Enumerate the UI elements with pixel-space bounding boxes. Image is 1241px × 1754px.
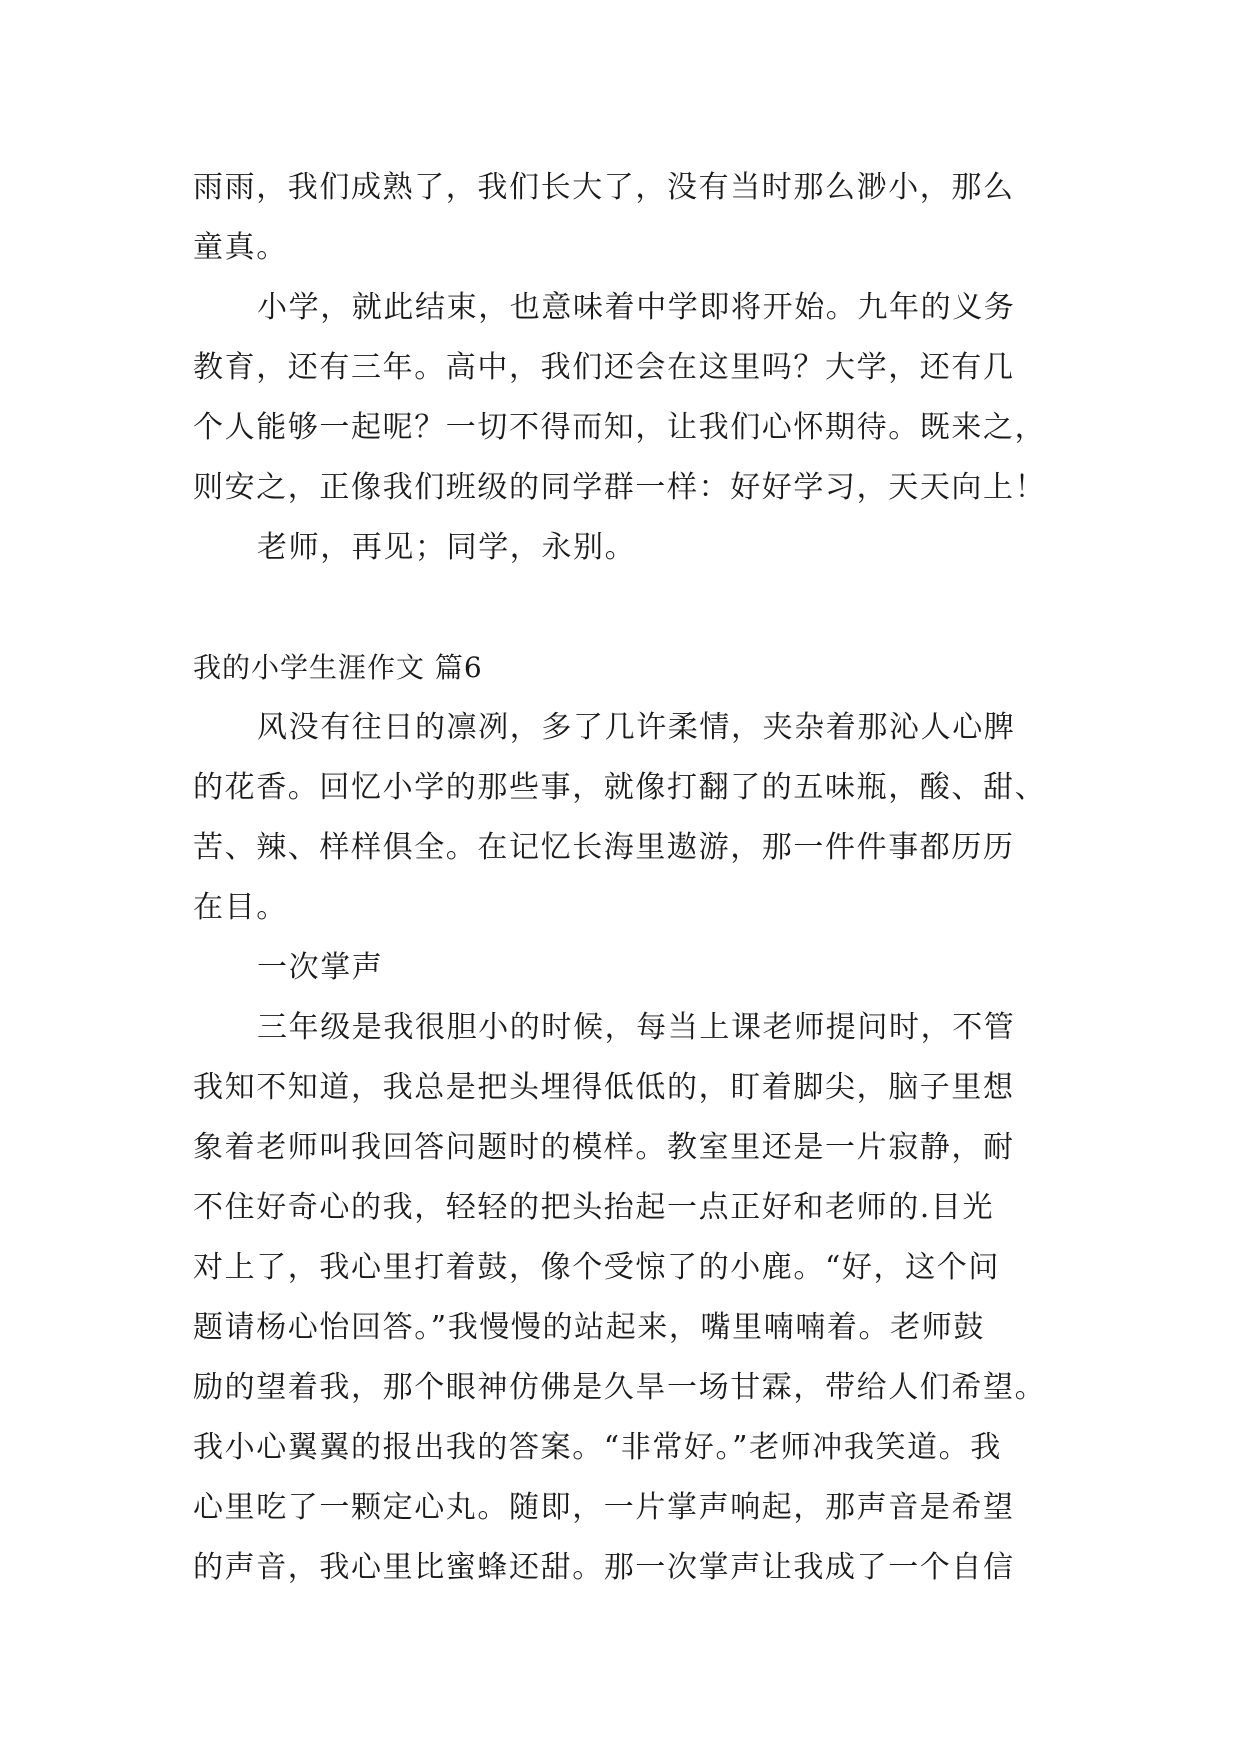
paragraph: [193, 278, 1053, 518]
text-line: 苦、辣、样样俱全。在记忆长海里遨游，那一件件事都历历: [193, 830, 1015, 865]
text-line: 风没有往日的凛冽，多了几许柔情，夹杂着那沁人心脾: [257, 710, 1016, 745]
paragraph-continued: [193, 158, 1053, 278]
text-line: 雨雨，我们成熟了，我们长大了，没有当时那么渺小，那么: [193, 170, 1015, 205]
text-line: 三年级是我很胆小的时候，每当上课老师提问时，不管: [257, 1010, 1016, 1045]
text-line: 童真。: [193, 230, 288, 265]
document-page: [193, 158, 1053, 1598]
text-line: 题请杨心怡回答。”我慢慢的站起来，嘴里喃喃着。老师鼓: [193, 1310, 985, 1345]
text-line: 在目。: [193, 890, 288, 925]
paragraph: [193, 998, 1053, 1598]
text-line: 不住好奇心的我，轻轻的把头抬起一点正好和老师的.目光: [193, 1190, 995, 1225]
text-line: 我知不知道，我总是把头埋得低低的，盯着脚尖，脑子里想: [193, 1070, 1015, 1105]
text-line: 则安之，正像我们班级的同学群一样：好好学习，天天向上！: [193, 470, 1047, 505]
text-line: 老师，再见；同学，永别。: [257, 530, 637, 565]
text-line: 励的望着我，那个眼神仿佛是久旱一场甘霖，带给人们希望。: [193, 1370, 1047, 1405]
text-line: 个人能够一起呢？一切不得而知，让我们心怀期待。既来之，: [193, 410, 1047, 445]
text-line: 的声音，我心里比蜜蜂还甜。那一次掌声让我成了一个自信: [193, 1550, 1015, 1585]
subheading: 一次掌声: [257, 950, 384, 985]
text-line: 小学，就此结束，也意味着中学即将开始。九年的义务: [257, 290, 1016, 325]
text-line: 的花香。回忆小学的那些事，就像打翻了的五味瓶，酸、甜、: [193, 770, 1047, 805]
text-line: 我小心翼翼的报出我的答案。“非常好。”老师冲我笑道。我: [193, 1430, 1002, 1465]
section-spacer: [193, 578, 1053, 638]
text-line: 象着老师叫我回答问题时的模样。教室里还是一片寂静，耐: [193, 1130, 1015, 1165]
text-line: 心里吃了一颗定心丸。随即，一片掌声响起，那声音是希望: [193, 1490, 1015, 1525]
text-line: 教育，还有三年。高中，我们还会在这里吗？大学，还有几: [193, 350, 1015, 385]
paragraph: [193, 518, 1053, 578]
section-heading: 我的小学生涯作文 篇6: [193, 651, 483, 684]
paragraph: [193, 698, 1053, 938]
text-line: 对上了，我心里打着鼓，像个受惊了的小鹿。“好，这个问: [193, 1250, 1000, 1285]
